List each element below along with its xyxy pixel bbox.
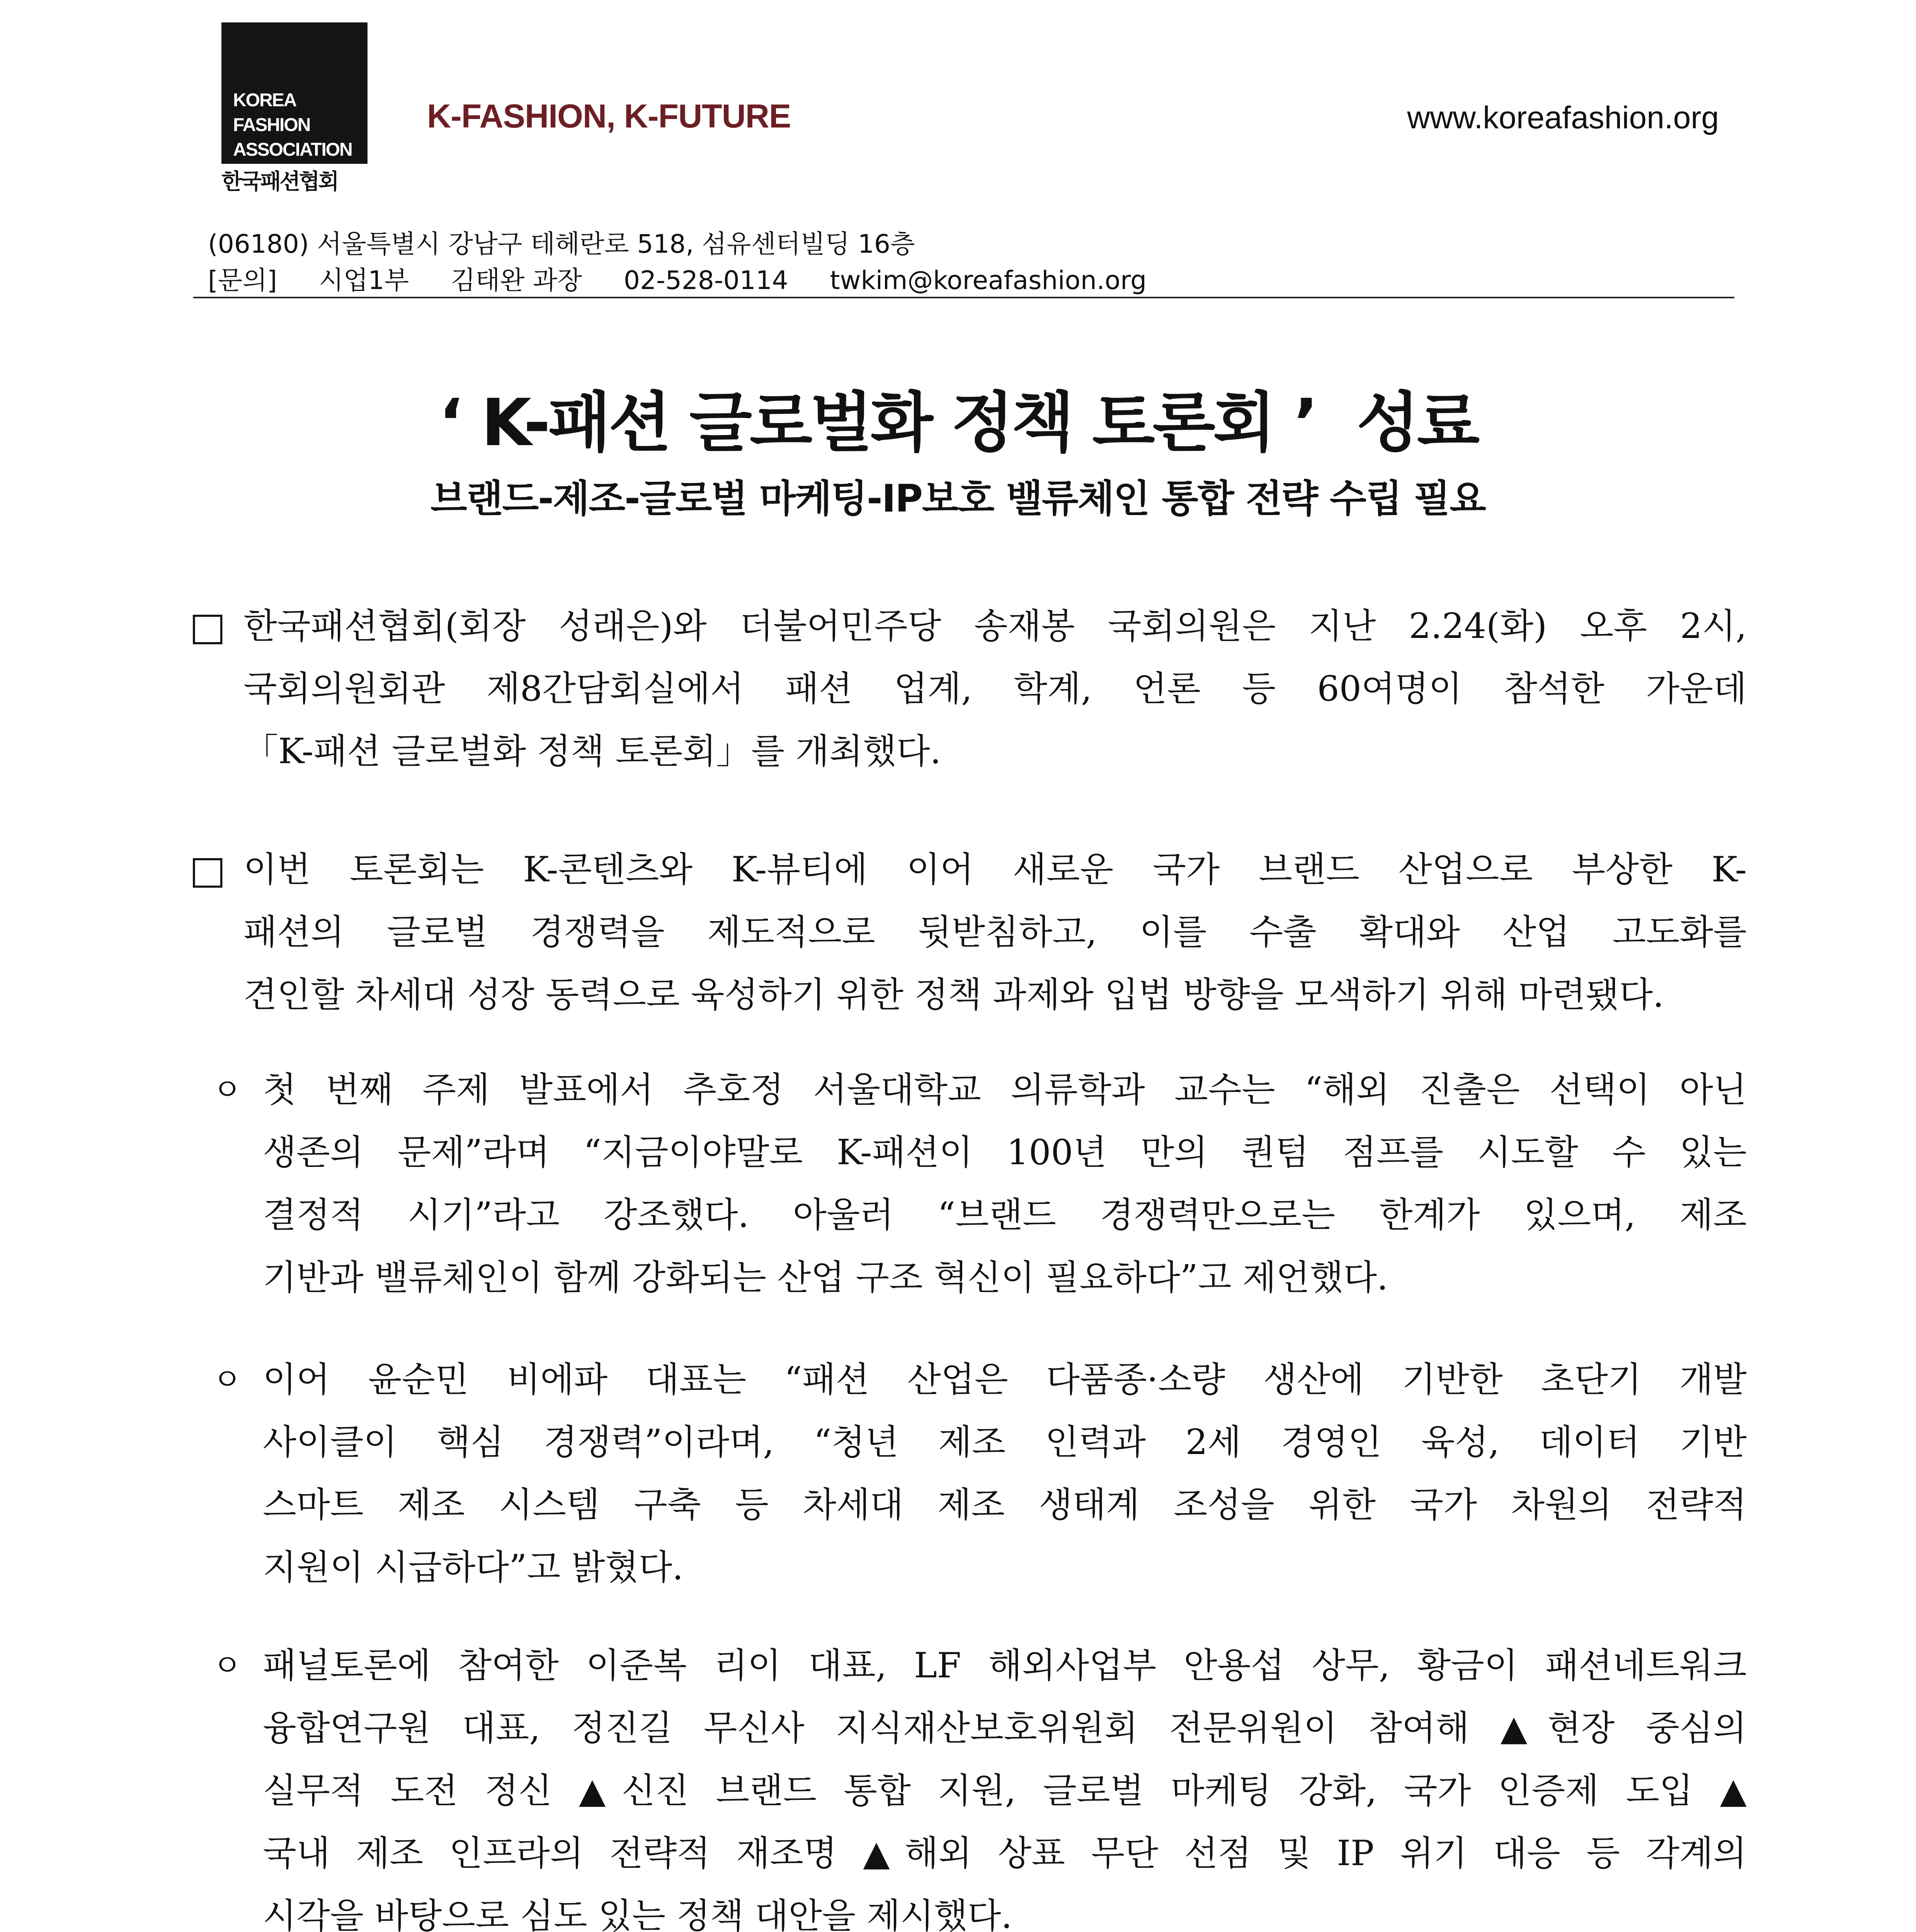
contact-line (208, 260, 1147, 296)
paragraph (182, 1059, 1747, 1309)
contact-person: 김태완 과장 (451, 265, 582, 295)
press-subtitle: 브랜드-제조-글로벌 마케팅-IP보호 밸류체인 통합 전략 수립 필요 (431, 477, 1485, 521)
address: (06180) 서울특별시 강남구 테헤란로 518, 섬유센터빌딩 16층 (208, 229, 915, 259)
paragraph-line: 생존의 문제”라며 “지금이야말로 K-패션이 100년 만의 퀀텀 점프를 시도할 수 있는 (263, 1132, 1747, 1173)
paragraph-line: 국회의원회관 제8간담회실에서 패션 업계, 학계, 언론 등 60여명이 참석한 가운데 (243, 668, 1747, 709)
square-bullet-icon: □ (189, 604, 226, 649)
paragraph-line: 융합연구원 대표, 정진길 무신사 지식재산보호위원회 전문위원이 참여해 ▲현장 중심의 (263, 1708, 1747, 1748)
paragraph-text (263, 1634, 1747, 1932)
circle-bullet-icon: ㅇ (213, 1648, 242, 1683)
contact-label: [문의] (208, 265, 277, 295)
paragraph-line: 첫 번째 주제 발표에서 추호정 서울대학교 의류학과 교수는 “해외 진출은 선택이 아닌 (263, 1070, 1747, 1110)
paragraph (182, 1634, 1747, 1932)
circle-bullet-icon: ㅇ (213, 1073, 242, 1107)
paragraph-line: 한국패션협회(회장 성래은)와 더불어민주당 송재봉 국회의원은 지난 2.24(화) 오후 2시, (243, 606, 1747, 646)
paragraph (182, 838, 1747, 1026)
paragraph-text (263, 1059, 1747, 1309)
slogan: K-FASHION, K-FUTURE (427, 98, 791, 135)
paragraph-text (243, 838, 1747, 1026)
contact-email[interactable]: twkim@koreafashion.org (830, 265, 1147, 295)
square-bullet-icon: □ (189, 847, 226, 892)
paragraph (182, 595, 1747, 783)
paragraph-line: 패널토론에 참여한 이준복 리이 대표, LF 해외사업부 안용섭 상무, 황금이 패션네트워크 (263, 1645, 1747, 1686)
paragraph-line: 패션의 글로벌 경쟁력을 제도적으로 뒷받침하고, 이를 수출 확대와 산업 고도화를 (243, 912, 1747, 952)
website-link[interactable]: www.koreafashion.org (1407, 100, 1719, 135)
paragraph-line: 시각을 바탕으로 심도 있는 정책 대안을 제시했다. (263, 1896, 1012, 1932)
contact-department: 시업1부 (319, 265, 409, 295)
press-title: ‘ K-패션 글로벌화 정책 토론회 ’ 성료 (438, 385, 1478, 461)
header-divider (193, 297, 1734, 298)
paragraph-line: 실무적 도전 정신 ▲신진 브랜드 통합 지원, 글로벌 마케팅 강화, 국가 인증제 도입 ▲ (263, 1770, 1747, 1811)
paragraph-line: 지원이 시급하다”고 밝혔다. (263, 1547, 684, 1588)
circle-bullet-icon: ㅇ (213, 1362, 242, 1397)
paragraph-line: 기반과 밸류체인이 함께 강화되는 산업 구조 혁신이 필요하다”고 제언했다. (263, 1257, 1388, 1298)
paragraph-line: 이번 토론회는 K-콘텐츠와 K-뷰티에 이어 새로운 국가 브랜드 산업으로 부상한 K- (243, 849, 1747, 890)
paragraph-line: 국내 제조 인프라의 전략적 재조명 ▲해외 상표 무단 선점 및 IP 위기 대응 등 각계의 (263, 1833, 1747, 1874)
paragraph (182, 1349, 1747, 1599)
paragraph-line: 견인할 차세대 성장 동력으로 육성하기 위한 정책 과제와 입법 방향을 모색하기 위해 마련됐다. (243, 975, 1664, 1015)
contact-phone: 02-528-0114 (624, 265, 788, 295)
paragraph-line: 결정적 시기”라고 강조했다. 아울러 “브랜드 경쟁력만으로는 한계가 있으며, 제조 (263, 1195, 1747, 1235)
association-logo (221, 22, 368, 164)
paragraph-line: 사이클이 핵심 경쟁력”이라며, “청년 제조 인력과 2세 경영인 육성, 데이터 기반 (263, 1422, 1747, 1463)
paragraph-text (263, 1349, 1747, 1599)
paragraph-line: 스마트 제조 시스템 구축 등 차세대 제조 생태계 조성을 위한 국가 차원의 전략적 (263, 1485, 1747, 1525)
logo-text-en: KOREA FASHION ASSOCIATION (233, 90, 352, 160)
logo-text-kr: 한국패션협회 (221, 169, 338, 194)
paragraph-text (243, 595, 1747, 783)
paragraph-line: 이어 윤순민 비에파 대표는 “패션 산업은 다품종·소량 생산에 기반한 초단기 개발 (263, 1359, 1747, 1400)
paragraph-line: 「K-패션 글로벌화 정책 토론회」를 개최했다. (243, 731, 941, 772)
